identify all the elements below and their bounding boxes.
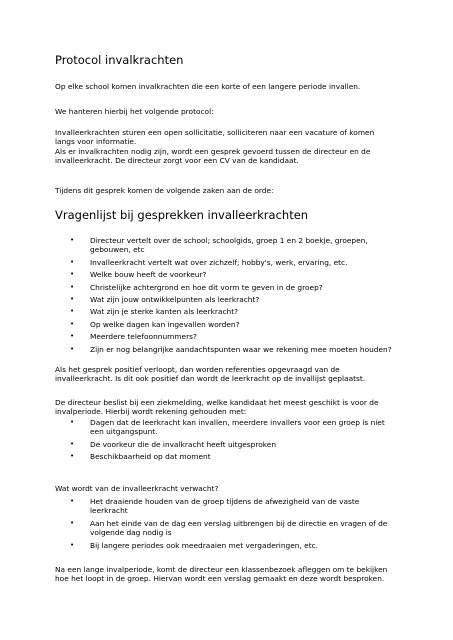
item-line: Christelijke achtergrond en hoe dit vorm te geven in de groep? (90, 282, 323, 292)
bullet-icon: • (70, 332, 75, 341)
bullet-icon: • (70, 282, 75, 291)
protocol-line: We hanteren hierbij het volgende protocol: (55, 107, 214, 116)
list-item (55, 440, 397, 449)
list-item (55, 519, 397, 538)
bullet-icon: • (70, 452, 75, 461)
text-line: hoe het loopt in de groep. Hiervan wordt een verslag gemaakt en deze wordt besproken. (55, 574, 385, 584)
bullet-icon: • (70, 270, 75, 279)
list-item (55, 541, 397, 550)
item-line: Beschikbaarheid op dat moment (90, 452, 211, 462)
list-item (55, 270, 397, 279)
list-item (55, 497, 397, 516)
text-line: invalleerkracht. Is dit ook positief dan wordt de leerkracht op de invallijst geplaatst. (55, 374, 366, 384)
item-line: Het draaiende houden van de groep tijdens de afwezigheid van de vaste (90, 497, 360, 506)
item-line: Dagen dat de leerkracht kan invallen, meerdere invallers voor een groep is niet (90, 418, 385, 427)
list-item (55, 258, 397, 267)
text-line: Na een lange invalperiode, komt de directeur een klassenbezoek afleggen om te bekijken (55, 565, 388, 574)
item-line: Invalleerkracht vertelt wat over zichzelf; hobby's, werk, ervaring, etc. (90, 257, 348, 267)
bullet-icon: • (70, 518, 75, 527)
item-line: Wat zijn je sterke kanten als leerkracht? (90, 307, 239, 317)
text-line: invalleerkracht. De directeur zorgt voor een CV van de kandidaat. (55, 156, 299, 166)
item-line: Meerdere telefoonnummers? (90, 332, 197, 342)
bullet-icon: • (70, 439, 75, 448)
item-line: De voorkeur die de invalkracht heeft uitgesproken (90, 439, 276, 449)
list-item (55, 418, 397, 437)
conversation-line: Tijdens dit gesprek komen de volgende zaken aan de orde: (55, 186, 274, 195)
item-line: Zijn er nog belangrijke aandachtspunten waar we rekening mee moeten houden? (90, 344, 392, 354)
bullet-icon: • (70, 257, 75, 266)
bullet-icon: • (70, 307, 75, 316)
list-item (55, 283, 397, 292)
page-title: Protocol invalkrachten (55, 53, 184, 67)
list-item (55, 307, 397, 316)
text-line: langs voor informatie. (55, 137, 137, 147)
bullet-icon: • (70, 540, 75, 549)
bullet-icon: • (70, 319, 75, 328)
question-list (55, 236, 397, 354)
text-line: De directeur beslist bij een ziekmelding, welke kandidaat het meest geschikt is voor de (55, 398, 379, 407)
item-line: Op welke dagen kan ingevallen worden? (90, 319, 240, 329)
expectation-list (55, 497, 397, 550)
list-item (55, 332, 397, 341)
list-item (55, 320, 397, 329)
bullet-icon: • (70, 344, 75, 353)
text-line: invalperiode. Hierbij wordt rekening gehouden met: (55, 407, 247, 417)
list-item (55, 345, 397, 354)
paragraph-application (55, 128, 397, 166)
bullet-icon: • (70, 497, 75, 505)
item-line: Wat zijn jouw ontwikkelpunten als leerkracht? (90, 295, 260, 305)
list-item (55, 295, 397, 304)
intro-text: Op elke school komen invalkrachten die een korte of een langere periode invallen. (55, 82, 361, 91)
item-line: Directeur vertelt over de school; schoolgids, groep 1 en 2 boekje, groepen, (90, 236, 368, 245)
paragraph-final (55, 565, 397, 584)
expectation-line: Wat wordt van de invalleerkracht verwacht? (55, 484, 219, 493)
section-heading: Vragenlijst bij gesprekken invalleerkrachten (55, 208, 309, 222)
list-item (55, 452, 397, 461)
bullet-icon: • (70, 295, 75, 304)
item-line: een uitgangspunt. (90, 427, 158, 437)
bullet-icon: • (70, 236, 75, 244)
paragraph-references (55, 365, 397, 384)
text-line: Als er invalkrachten nodig zijn, wordt een gesprek gevoerd tussen de directeur en de (55, 146, 371, 156)
item-line: leerkracht (90, 506, 128, 516)
item-line: gebouwen, etc (90, 245, 145, 255)
item-line: Bij langere periodes ook meedraaien met vergaderingen, etc. (90, 540, 319, 550)
item-line: volgende dag nodig is (90, 528, 172, 538)
criteria-list (55, 418, 397, 462)
item-line: Aan het einde van de dag een verslag uitbrengen bij de directie en vragen of de (90, 518, 388, 528)
list-item (55, 236, 397, 255)
paragraph-decision (55, 398, 397, 417)
text-line: Als het gesprek positief verloopt, dan worden referenties opgevraagd van de (55, 365, 340, 374)
text-line: Invalleerkrachten sturen een open sollicitatie, solliciteren naar een vacature of komen (55, 128, 375, 137)
bullet-icon: • (70, 418, 75, 426)
item-line: Welke bouw heeft de voorkeur? (90, 270, 207, 280)
